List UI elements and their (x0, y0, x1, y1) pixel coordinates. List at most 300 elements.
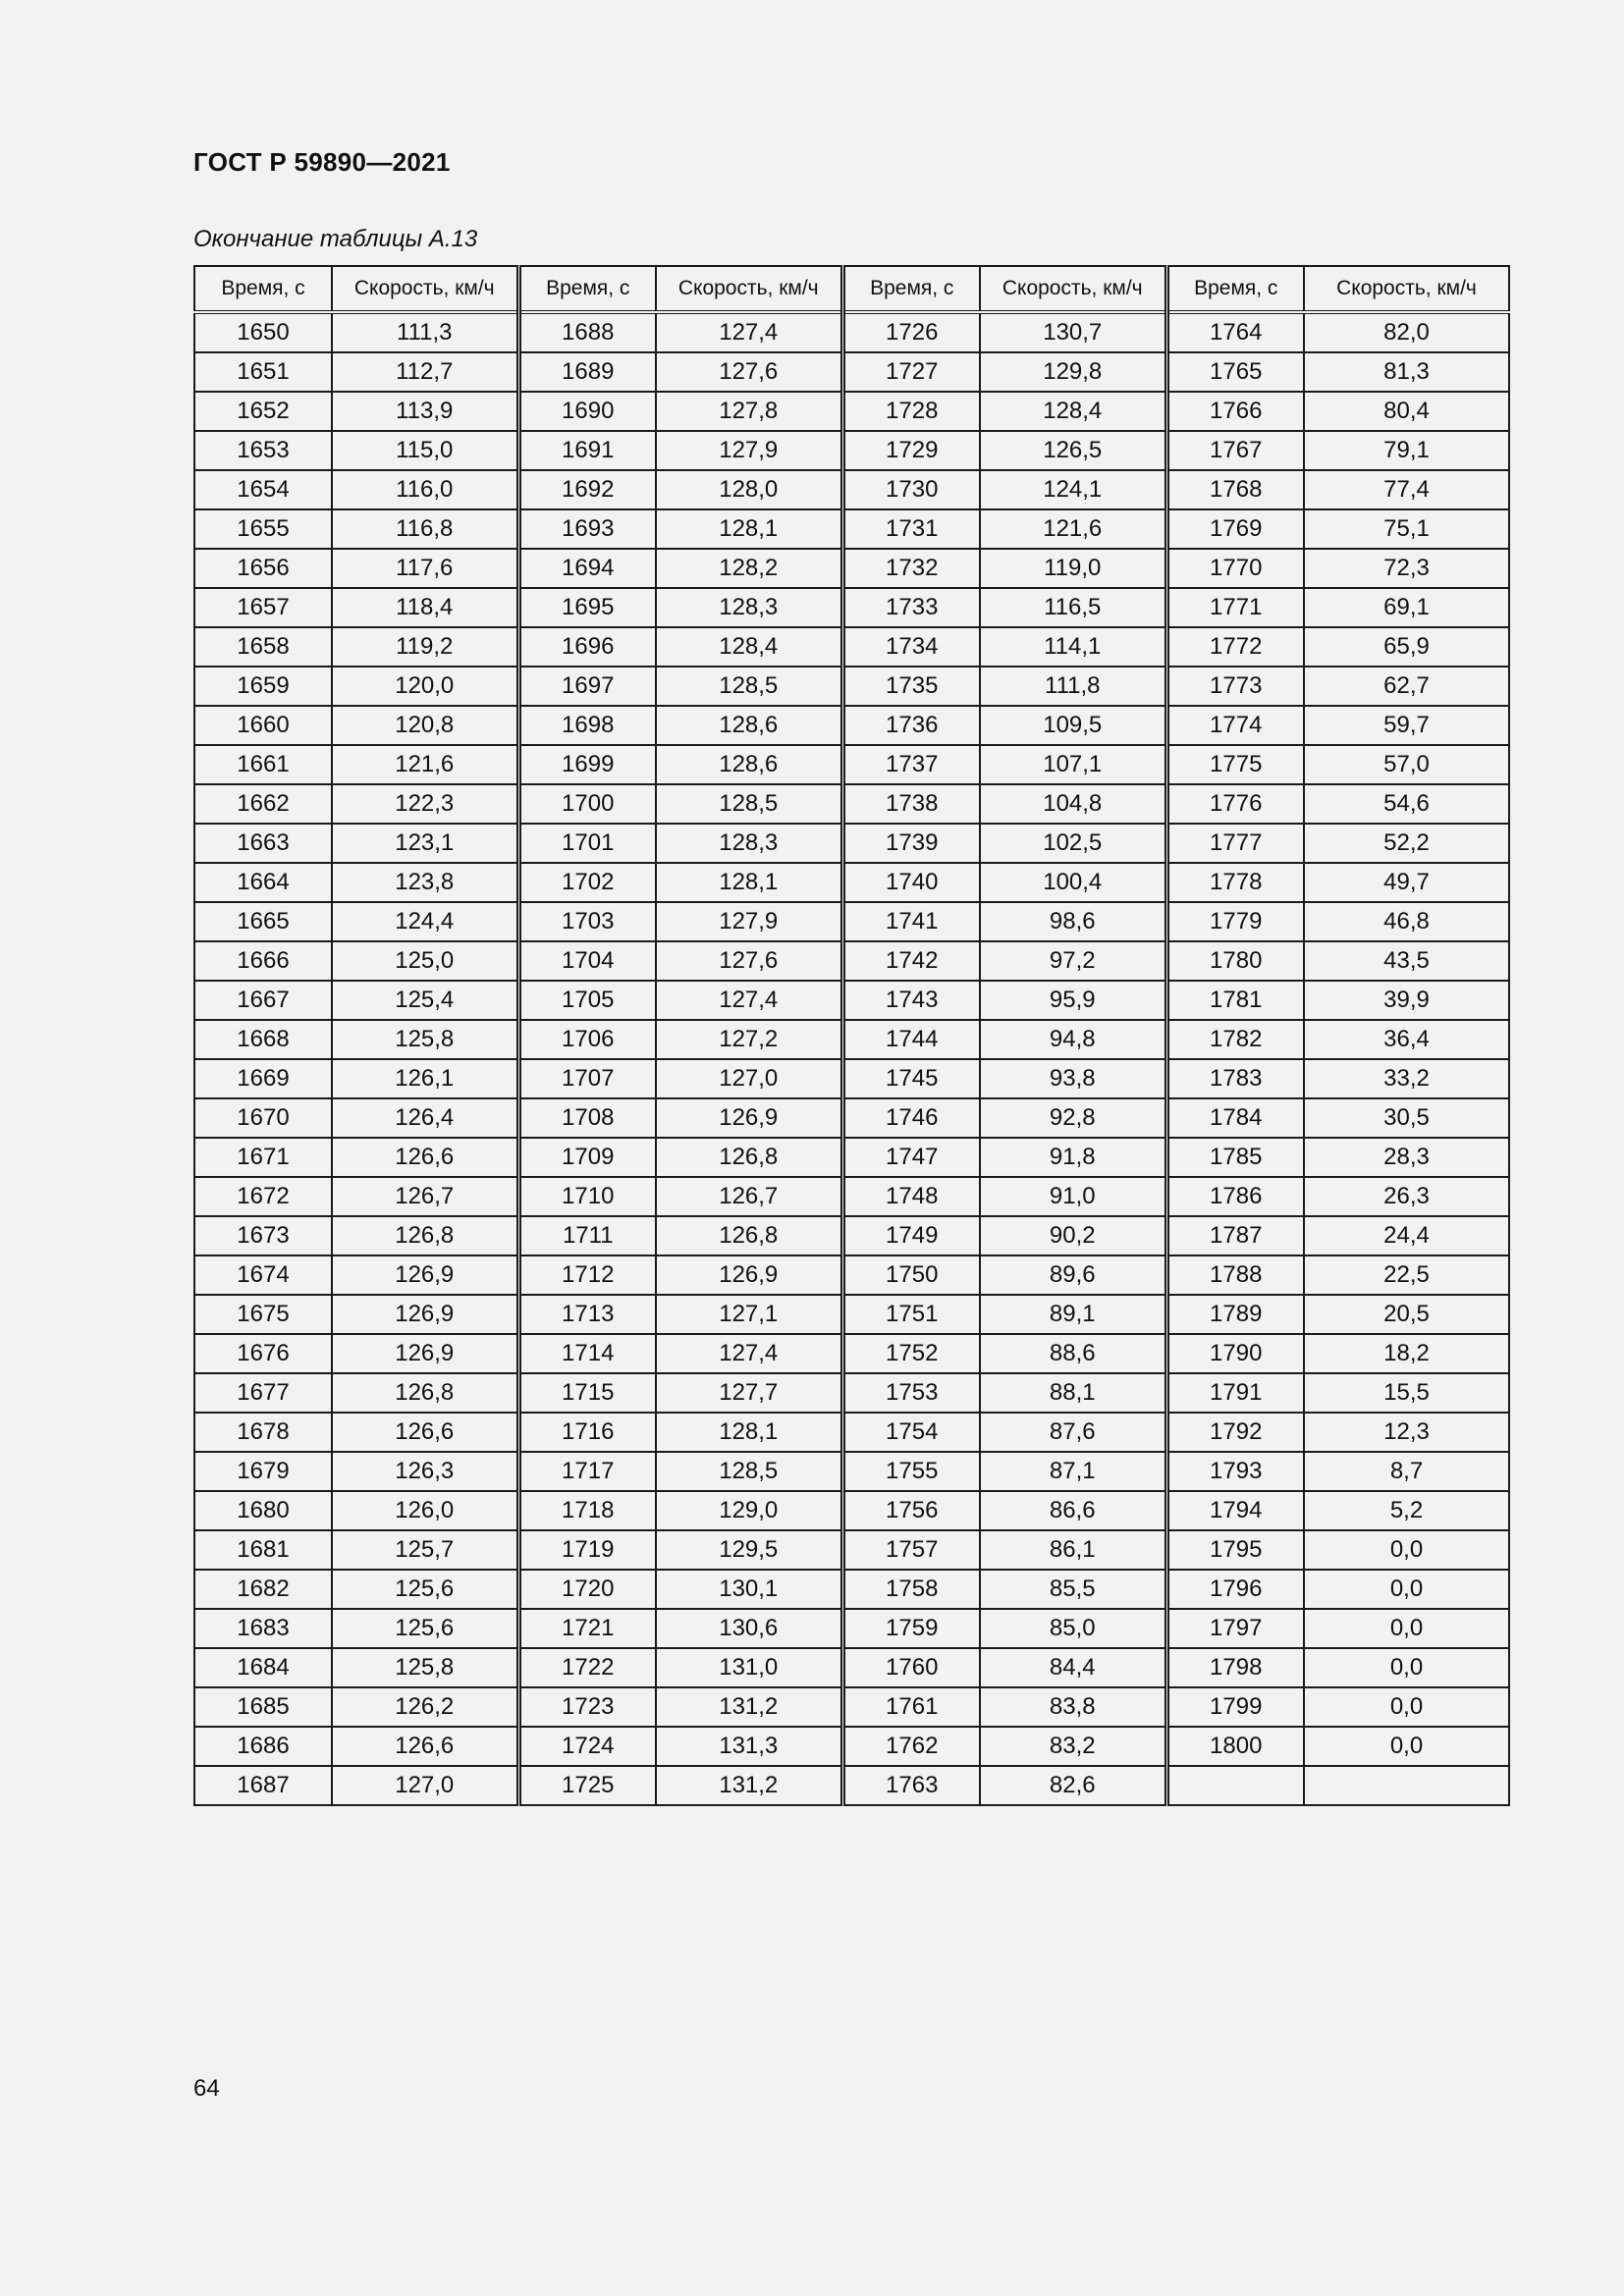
speed-cell: 127,8 (656, 392, 842, 431)
time-cell: 1771 (1166, 588, 1304, 627)
speed-cell: 127,9 (656, 431, 842, 470)
speed-cell: 57,0 (1304, 745, 1509, 784)
table-row (194, 1687, 1509, 1727)
speed-cell: 127,4 (656, 1334, 842, 1373)
speed-cell: 102,5 (980, 824, 1166, 863)
table-row (194, 1530, 1509, 1570)
time-cell: 1760 (842, 1648, 980, 1687)
speed-cell: 128,0 (656, 470, 842, 509)
time-cell: 1692 (518, 470, 656, 509)
time-cell: 1762 (842, 1727, 980, 1766)
speed-cell: 82,6 (980, 1766, 1166, 1805)
speed-cell: 126,2 (332, 1687, 518, 1727)
speed-cell: 125,4 (332, 981, 518, 1020)
time-cell: 1686 (194, 1727, 332, 1766)
time-cell: 1767 (1166, 431, 1304, 470)
speed-cell: 127,2 (656, 1020, 842, 1059)
time-cell: 1797 (1166, 1609, 1304, 1648)
speed-cell: 126,3 (332, 1452, 518, 1491)
time-cell: 1746 (842, 1098, 980, 1138)
speed-cell: 125,0 (332, 941, 518, 981)
table-row (194, 1255, 1509, 1295)
time-cell: 1723 (518, 1687, 656, 1727)
time-cell: 1699 (518, 745, 656, 784)
time-cell: 1775 (1166, 745, 1304, 784)
speed-cell: 125,6 (332, 1570, 518, 1609)
time-cell: 1662 (194, 784, 332, 824)
table-row (194, 706, 1509, 745)
time-cell: 1776 (1166, 784, 1304, 824)
time-cell: 1697 (518, 667, 656, 706)
time-cell: 1759 (842, 1609, 980, 1648)
speed-cell: 126,6 (332, 1727, 518, 1766)
speed-cell: 93,8 (980, 1059, 1166, 1098)
speed-cell: 83,8 (980, 1687, 1166, 1727)
time-cell: 1691 (518, 431, 656, 470)
time-cell: 1715 (518, 1373, 656, 1413)
time-cell: 1687 (194, 1766, 332, 1805)
speed-cell: 127,0 (332, 1766, 518, 1805)
table-row (194, 588, 1509, 627)
table-row (194, 627, 1509, 667)
speed-cell: 0,0 (1304, 1687, 1509, 1727)
column-header-speed: Скорость, км/ч (656, 266, 842, 312)
speed-cell: 120,8 (332, 706, 518, 745)
speed-cell: 126,8 (656, 1138, 842, 1177)
time-cell: 1753 (842, 1373, 980, 1413)
speed-cell: 127,7 (656, 1373, 842, 1413)
speed-cell: 62,7 (1304, 667, 1509, 706)
speed-cell: 126,8 (656, 1216, 842, 1255)
speed-cell: 131,3 (656, 1727, 842, 1766)
speed-cell: 97,2 (980, 941, 1166, 981)
speed-cell: 122,3 (332, 784, 518, 824)
speed-cell: 15,5 (1304, 1373, 1509, 1413)
table-row (194, 312, 1509, 352)
time-cell: 1721 (518, 1609, 656, 1648)
table-row (194, 1059, 1509, 1098)
speed-cell: 87,6 (980, 1413, 1166, 1452)
table-row (194, 352, 1509, 392)
speed-cell: 126,9 (656, 1255, 842, 1295)
speed-cell: 128,1 (656, 1413, 842, 1452)
speed-cell: 119,2 (332, 627, 518, 667)
speed-cell: 128,2 (656, 549, 842, 588)
time-cell: 1657 (194, 588, 332, 627)
speed-cell: 89,1 (980, 1295, 1166, 1334)
speed-cell: 113,9 (332, 392, 518, 431)
column-header-time: Время, с (518, 266, 656, 312)
speed-cell: 90,2 (980, 1216, 1166, 1255)
time-cell: 1666 (194, 941, 332, 981)
speed-cell: 86,6 (980, 1491, 1166, 1530)
time-cell: 1652 (194, 392, 332, 431)
speed-cell: 85,5 (980, 1570, 1166, 1609)
speed-cell: 83,2 (980, 1727, 1166, 1766)
time-cell: 1711 (518, 1216, 656, 1255)
time-cell: 1684 (194, 1648, 332, 1687)
table-row (194, 667, 1509, 706)
time-cell: 1725 (518, 1766, 656, 1805)
speed-cell: 129,8 (980, 352, 1166, 392)
time-cell: 1747 (842, 1138, 980, 1177)
speed-cell: 65,9 (1304, 627, 1509, 667)
time-cell: 1655 (194, 509, 332, 549)
speed-cell: 94,8 (980, 1020, 1166, 1059)
speed-cell: 126,8 (332, 1216, 518, 1255)
time-cell (1166, 1766, 1304, 1805)
speed-cell: 12,3 (1304, 1413, 1509, 1452)
time-cell: 1724 (518, 1727, 656, 1766)
speed-cell: 88,1 (980, 1373, 1166, 1413)
time-cell: 1681 (194, 1530, 332, 1570)
column-header-time: Время, с (1166, 266, 1304, 312)
page-number: 64 (193, 2075, 220, 2102)
time-cell: 1777 (1166, 824, 1304, 863)
time-cell: 1672 (194, 1177, 332, 1216)
table-row (194, 392, 1509, 431)
speed-cell: 127,0 (656, 1059, 842, 1098)
time-cell: 1675 (194, 1295, 332, 1334)
table-row (194, 1570, 1509, 1609)
table-caption: Окончание таблицы А.13 (193, 226, 478, 252)
time-cell: 1654 (194, 470, 332, 509)
speed-cell: 112,7 (332, 352, 518, 392)
time-cell: 1773 (1166, 667, 1304, 706)
time-cell: 1748 (842, 1177, 980, 1216)
speed-cell: 107,1 (980, 745, 1166, 784)
time-cell: 1720 (518, 1570, 656, 1609)
time-cell: 1700 (518, 784, 656, 824)
time-cell: 1683 (194, 1609, 332, 1648)
time-cell: 1679 (194, 1452, 332, 1491)
speed-cell: 100,4 (980, 863, 1166, 902)
time-cell: 1730 (842, 470, 980, 509)
speed-cell: 128,6 (656, 706, 842, 745)
time-cell: 1785 (1166, 1138, 1304, 1177)
speed-cell: 72,3 (1304, 549, 1509, 588)
time-cell: 1695 (518, 588, 656, 627)
speed-cell: 125,6 (332, 1609, 518, 1648)
time-cell: 1787 (1166, 1216, 1304, 1255)
time-cell: 1671 (194, 1138, 332, 1177)
time-cell: 1740 (842, 863, 980, 902)
speed-cell: 130,7 (980, 312, 1166, 352)
time-cell: 1716 (518, 1413, 656, 1452)
time-cell: 1737 (842, 745, 980, 784)
time-cell: 1749 (842, 1216, 980, 1255)
speed-cell: 30,5 (1304, 1098, 1509, 1138)
time-cell: 1667 (194, 981, 332, 1020)
speed-cell: 121,6 (332, 745, 518, 784)
time-cell: 1743 (842, 981, 980, 1020)
speed-cell: 117,6 (332, 549, 518, 588)
time-cell: 1674 (194, 1255, 332, 1295)
speed-cell: 39,9 (1304, 981, 1509, 1020)
time-cell: 1712 (518, 1255, 656, 1295)
time-cell: 1729 (842, 431, 980, 470)
time-cell: 1731 (842, 509, 980, 549)
time-cell: 1669 (194, 1059, 332, 1098)
speed-cell: 125,8 (332, 1020, 518, 1059)
time-cell: 1733 (842, 588, 980, 627)
speed-cell: 129,5 (656, 1530, 842, 1570)
speed-cell: 86,1 (980, 1530, 1166, 1570)
speed-cell: 98,6 (980, 902, 1166, 941)
time-cell: 1758 (842, 1570, 980, 1609)
column-header-speed: Скорость, км/ч (332, 266, 518, 312)
time-cell: 1778 (1166, 863, 1304, 902)
speed-cell: 59,7 (1304, 706, 1509, 745)
time-cell: 1732 (842, 549, 980, 588)
time-cell: 1709 (518, 1138, 656, 1177)
speed-cell: 131,2 (656, 1687, 842, 1727)
time-cell: 1754 (842, 1413, 980, 1452)
time-cell: 1668 (194, 1020, 332, 1059)
table-row (194, 1177, 1509, 1216)
time-cell: 1658 (194, 627, 332, 667)
time-cell: 1707 (518, 1059, 656, 1098)
time-cell: 1750 (842, 1255, 980, 1295)
time-cell: 1670 (194, 1098, 332, 1138)
time-cell: 1774 (1166, 706, 1304, 745)
table-row (194, 1138, 1509, 1177)
table-row (194, 1766, 1509, 1805)
time-cell: 1694 (518, 549, 656, 588)
speed-cell: 126,9 (332, 1255, 518, 1295)
speed-cell: 128,4 (656, 627, 842, 667)
speed-cell: 89,6 (980, 1255, 1166, 1295)
time-cell: 1688 (518, 312, 656, 352)
speed-cell: 43,5 (1304, 941, 1509, 981)
time-cell: 1786 (1166, 1177, 1304, 1216)
time-cell: 1680 (194, 1491, 332, 1530)
time-cell: 1765 (1166, 352, 1304, 392)
table-row (194, 1295, 1509, 1334)
time-cell: 1656 (194, 549, 332, 588)
speed-cell: 116,5 (980, 588, 1166, 627)
speed-cell: 36,4 (1304, 1020, 1509, 1059)
column-header-speed: Скорость, км/ч (980, 266, 1166, 312)
table-row (194, 470, 1509, 509)
speed-cell: 75,1 (1304, 509, 1509, 549)
speed-cell: 123,1 (332, 824, 518, 863)
speed-cell: 126,0 (332, 1491, 518, 1530)
time-cell: 1751 (842, 1295, 980, 1334)
speed-cell: 126,1 (332, 1059, 518, 1098)
time-cell: 1673 (194, 1216, 332, 1255)
time-cell: 1800 (1166, 1727, 1304, 1766)
time-cell: 1780 (1166, 941, 1304, 981)
time-cell: 1682 (194, 1570, 332, 1609)
speed-cell: 128,3 (656, 588, 842, 627)
time-cell: 1783 (1166, 1059, 1304, 1098)
speed-cell: 126,7 (332, 1177, 518, 1216)
speed-cell: 111,3 (332, 312, 518, 352)
speed-cell: 91,8 (980, 1138, 1166, 1177)
table-row (194, 863, 1509, 902)
table-row (194, 824, 1509, 863)
table-row (194, 941, 1509, 981)
speed-cell: 0,0 (1304, 1530, 1509, 1570)
speed-cell: 125,7 (332, 1530, 518, 1570)
time-cell: 1727 (842, 352, 980, 392)
speed-cell: 127,6 (656, 941, 842, 981)
time-cell: 1722 (518, 1648, 656, 1687)
speed-cell: 126,6 (332, 1413, 518, 1452)
speed-cell: 49,7 (1304, 863, 1509, 902)
time-cell: 1661 (194, 745, 332, 784)
data-table (193, 265, 1510, 1806)
speed-cell: 126,5 (980, 431, 1166, 470)
table-row (194, 509, 1509, 549)
time-cell: 1698 (518, 706, 656, 745)
speed-cell: 128,6 (656, 745, 842, 784)
table-row (194, 431, 1509, 470)
speed-cell: 95,9 (980, 981, 1166, 1020)
speed-cell: 79,1 (1304, 431, 1509, 470)
table-row (194, 1098, 1509, 1138)
speed-cell: 84,4 (980, 1648, 1166, 1687)
time-cell: 1734 (842, 627, 980, 667)
time-cell: 1794 (1166, 1491, 1304, 1530)
speed-cell: 0,0 (1304, 1609, 1509, 1648)
table-header-row (194, 266, 1509, 312)
time-cell: 1650 (194, 312, 332, 352)
speed-cell: 126,7 (656, 1177, 842, 1216)
time-cell: 1741 (842, 902, 980, 941)
time-cell: 1792 (1166, 1413, 1304, 1452)
time-cell: 1795 (1166, 1530, 1304, 1570)
time-cell: 1735 (842, 667, 980, 706)
time-cell: 1770 (1166, 549, 1304, 588)
speed-cell: 111,8 (980, 667, 1166, 706)
speed-cell: 109,5 (980, 706, 1166, 745)
speed-cell: 126,6 (332, 1138, 518, 1177)
time-cell: 1798 (1166, 1648, 1304, 1687)
time-cell: 1713 (518, 1295, 656, 1334)
time-cell: 1651 (194, 352, 332, 392)
time-cell: 1781 (1166, 981, 1304, 1020)
time-cell: 1678 (194, 1413, 332, 1452)
speed-cell: 52,2 (1304, 824, 1509, 863)
time-cell: 1705 (518, 981, 656, 1020)
time-cell: 1653 (194, 431, 332, 470)
time-cell: 1726 (842, 312, 980, 352)
speed-cell: 28,3 (1304, 1138, 1509, 1177)
time-cell: 1703 (518, 902, 656, 941)
time-cell: 1782 (1166, 1020, 1304, 1059)
time-cell: 1756 (842, 1491, 980, 1530)
speed-cell: 127,4 (656, 981, 842, 1020)
time-cell: 1772 (1166, 627, 1304, 667)
time-cell: 1693 (518, 509, 656, 549)
speed-cell: 92,8 (980, 1098, 1166, 1138)
speed-cell: 120,0 (332, 667, 518, 706)
column-header-speed: Скорость, км/ч (1304, 266, 1509, 312)
time-cell: 1755 (842, 1452, 980, 1491)
time-cell: 1738 (842, 784, 980, 824)
speed-cell: 91,0 (980, 1177, 1166, 1216)
time-cell: 1744 (842, 1020, 980, 1059)
speed-cell: 124,1 (980, 470, 1166, 509)
time-cell: 1660 (194, 706, 332, 745)
speed-cell: 82,0 (1304, 312, 1509, 352)
time-cell: 1685 (194, 1687, 332, 1727)
time-cell: 1789 (1166, 1295, 1304, 1334)
time-cell: 1796 (1166, 1570, 1304, 1609)
speed-cell: 116,0 (332, 470, 518, 509)
speed-cell: 127,1 (656, 1295, 842, 1334)
time-cell: 1677 (194, 1373, 332, 1413)
time-cell: 1663 (194, 824, 332, 863)
table-row (194, 1413, 1509, 1452)
speed-cell: 88,6 (980, 1334, 1166, 1373)
time-cell: 1708 (518, 1098, 656, 1138)
time-cell: 1714 (518, 1334, 656, 1373)
time-cell: 1791 (1166, 1373, 1304, 1413)
speed-cell: 87,1 (980, 1452, 1166, 1491)
time-cell: 1739 (842, 824, 980, 863)
speed-cell: 54,6 (1304, 784, 1509, 824)
table-row (194, 1609, 1509, 1648)
speed-cell: 131,2 (656, 1766, 842, 1805)
time-cell: 1779 (1166, 902, 1304, 941)
table-row (194, 745, 1509, 784)
speed-cell: 77,4 (1304, 470, 1509, 509)
speed-cell: 0,0 (1304, 1570, 1509, 1609)
table-row (194, 784, 1509, 824)
speed-cell: 126,8 (332, 1373, 518, 1413)
speed-cell: 126,9 (656, 1098, 842, 1138)
table-row (194, 1334, 1509, 1373)
time-cell: 1702 (518, 863, 656, 902)
document-title: ГОСТ Р 59890—2021 (193, 147, 451, 177)
speed-cell: 126,9 (332, 1295, 518, 1334)
time-cell: 1719 (518, 1530, 656, 1570)
speed-cell: 121,6 (980, 509, 1166, 549)
time-cell: 1742 (842, 941, 980, 981)
speed-cell: 33,2 (1304, 1059, 1509, 1098)
speed-cell: 119,0 (980, 549, 1166, 588)
time-cell: 1788 (1166, 1255, 1304, 1295)
speed-cell: 128,5 (656, 784, 842, 824)
table-row (194, 1373, 1509, 1413)
time-cell: 1799 (1166, 1687, 1304, 1727)
speed-cell (1304, 1766, 1509, 1805)
table-row (194, 1216, 1509, 1255)
time-cell: 1704 (518, 941, 656, 981)
speed-cell: 46,8 (1304, 902, 1509, 941)
speed-cell: 128,4 (980, 392, 1166, 431)
table-row (194, 981, 1509, 1020)
speed-cell: 128,1 (656, 863, 842, 902)
speed-cell: 26,3 (1304, 1177, 1509, 1216)
speed-cell: 126,4 (332, 1098, 518, 1138)
time-cell: 1784 (1166, 1098, 1304, 1138)
time-cell: 1689 (518, 352, 656, 392)
time-cell: 1763 (842, 1766, 980, 1805)
time-cell: 1717 (518, 1452, 656, 1491)
speed-cell: 0,0 (1304, 1727, 1509, 1766)
table-row (194, 1020, 1509, 1059)
table-row (194, 1648, 1509, 1687)
time-cell: 1710 (518, 1177, 656, 1216)
time-cell: 1793 (1166, 1452, 1304, 1491)
time-cell: 1745 (842, 1059, 980, 1098)
speed-cell: 128,3 (656, 824, 842, 863)
time-cell: 1706 (518, 1020, 656, 1059)
